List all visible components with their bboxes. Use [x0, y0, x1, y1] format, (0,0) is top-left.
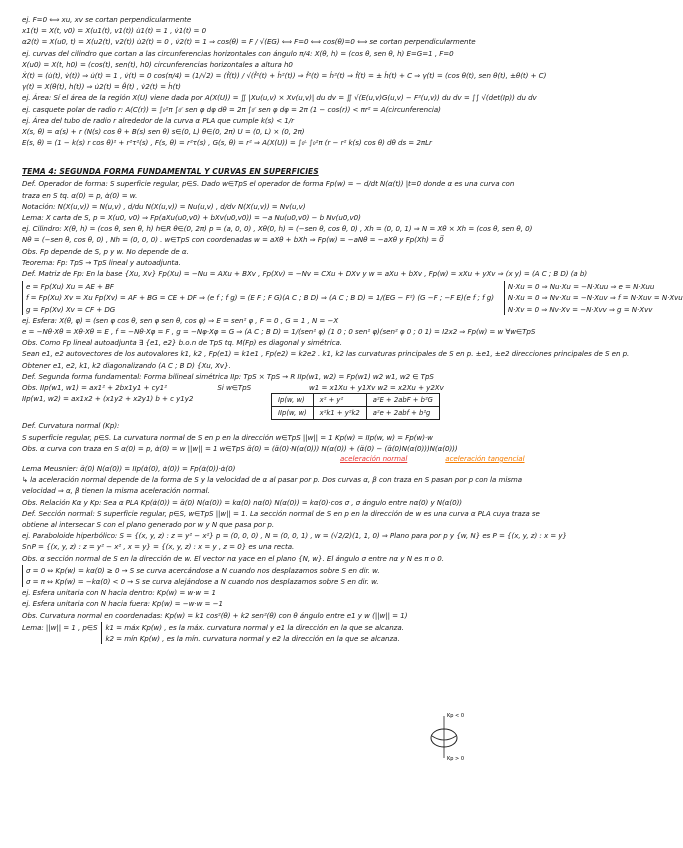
note-line: velocidad ⇒ α, β tienen la misma aceleración normal. [22, 486, 210, 496]
note-line: S superficie regular, p∈S. La curvatura normal de S en p en la dirección w∈TpS ||w|| = 1 Kp(w) = IIp(w, w) = Fp(w)·w [22, 432, 433, 442]
note-line: Nθ = (−sen θ, cos θ, 0) , Nh = (0, 0, 0) . w∈TpS con coordenadas w = aXθ + bXh ⇒ Fp(w) = −aNθ = −aXθ y Fp(Xh) = 0⃗ [22, 235, 444, 245]
note-line: Notación: N(X(u,v)) = N(u,v) , d/du N(X(u,v)) = Nu(u,v) , d/dv N(X(u,v)) = Nv(u,v) [22, 201, 306, 211]
note-line: Def. Segunda forma fundamental: Forma bilineal simétrica IIp: TpS × TpS → R IIp(w1, w2) = Fp(w1) w2 w1, w2 ∈ TpS [22, 371, 434, 381]
end-block [22, 587, 628, 621]
note-line: Def. Matriz de Fp: En la base {Xu, Xv} Fp(Xu) = −Nu = AXu + BXv , Fp(Xv) = −Nv = CXu + DXv y w = aXu + bXv , Fp(w) = xXu + yXv ⇒ (x y) = (A C ; B D) (a b) [22, 269, 588, 279]
note-line: Def. Operador de forma: S superficie regular, p∈S. Dado w∈TpS el operador de forma Fp(w) = − d/dt N(α(t)) |t=0 donde α es una curva con [22, 179, 515, 189]
sign-line: σ = 0 ⇔ Kp(w) = kα(0) ≥ 0 → S se curva acercándose a N cuando nos desplazamos sobre S en dir. w. [26, 565, 380, 575]
note-line: X(s, θ) = α(s) + r (N(s) cos θ + B(s) sen θ) s∈(0, L) θ∈(0, 2π) U = (0, L) × (0, 2π) [22, 127, 305, 137]
note-line: traza en S tq. α(0) = p, α̇(0) = w. [22, 190, 138, 200]
note-line: ej. F=0 ⟺ xu, xv se cortan perpendicularmente [22, 15, 192, 24]
lema-block [22, 622, 628, 644]
sketch-label-top: Kp < 0 [447, 713, 465, 719]
note-line: Obs. Relación Kα y Kp: Sea α PLA Kp(α̇(0)) = α̈(0) N(α(0)) = kα(0) nα(0) N(α(0)) = kα(0)·cos σ , σ ángulo entre nα(0) y N(α(0)) [22, 497, 463, 507]
note-line: γ(t) = X(θ(t), h(t)) ⇒ u̇2(t) = θ̇(t) , v̇2(t) = ḣ(t) [22, 82, 181, 92]
table-row [272, 407, 440, 420]
saddle-sketch [422, 708, 478, 764]
section-title: TEMA 4: SEGUNDA FORMA FUNDAMENTAL Y CURVAS EN SUPERFICIES [22, 167, 319, 177]
note-line: Obs. α sección normal de S en la dirección de w. El vector nα yace en el plano {N, w}. El ángulo σ entre nα y N es π o 0. [22, 553, 444, 563]
note-line: ej. Paraboloide hiperbólico: S = {(x, y, z) : z = y² − x²} p = (0, 0, 0) , N = (0, 0, 1) , w = (√2/2)(1, 1, 0) ⇒ Plano para por p y {w, N} es P = {(x, y, z) : x = y} [22, 531, 568, 541]
note-line: X(u0) = X(t, h0) = (cos(t), sen(t), h0) circunferencias horizontales a altura h0 [22, 59, 293, 69]
table-cell: x² + y² [313, 394, 366, 407]
lema-items [101, 622, 403, 644]
note-line: Sean e1, e2 autovectores de los autovalores k1, k2 , Fp(e1) = k1e1 , Fp(e2) = k2e2 . k1, k2 las curvaturas principales de S en p. ±e1, ±e2 direcciones principales de S en p. [22, 349, 630, 359]
note-line: Def. Sección normal: S superficie regular, p∈S, w∈TpS ||w|| = 1. La sección normal de S en p en la dirección de w es una curva α PLA cuya traza se [22, 508, 540, 518]
table-cell: a²E + 2abF + b²G [366, 394, 439, 407]
note-line: Obs. Como Fp lineal autoadjunta ∃ {e1, e2} b.o.n de TpS tq. M(Fp) es diagonal y simétrica. [22, 338, 342, 348]
ff-obs-1: Obs. IIp(w1, w1) = ax1² + 2bx1y1 + cy1² [22, 383, 167, 393]
matrix-line: f = Fp(Xu) Xv = Xu Fp(Xv) = AF + BG = CE + DF ⇒ (e f ; f g) = (E F ; F G)(A C ; B D) ⇒ (A C ; B D) = 1/(EG − F²) (G −F ; −F E)(e f ; f g) [26, 293, 494, 303]
note-line: x1(t) = X(t, v0) = X(u1(t), v1(t)) u̇1(t) = 1 , v̇1(t) = 0 [22, 26, 207, 36]
note-line: Def. Curvatura normal (Kp): [22, 421, 120, 431]
note-line: ↳ la aceleración normal depende de la forma de S y la velocidad de α al pasar por p. Dos curvas α, β con traza en S pasan por p con la misma [22, 475, 523, 485]
table-row [272, 394, 440, 407]
table-cell: x²k1 + y²k2 [313, 407, 366, 420]
sign-brace [22, 565, 628, 587]
forms-table [271, 393, 440, 420]
matrix-line: e = Fp(Xu) Xu = AE + BF [26, 282, 114, 292]
sketch-label-bottom: Kp > 0 [447, 756, 465, 762]
matrix-line: N·Xv = 0 ⇒ Nv·Xv = −N·Xvv ⇒ g = N·Xvv [507, 304, 653, 314]
top-block [22, 14, 628, 148]
note-line: Obs. α curva con traza en S α(0) = p, α̇(0) = w ||w|| = 1 w∈TpS α̈(0) = (α̈(0)·N(α(0))) N(α(0)) + (α̈(0) − (α̈(0)N(α(0)))N(α(0))) [22, 443, 458, 453]
note-line: E(s, θ) = (1 − k(s) r cos θ)² + r²τ²(s) , F(s, θ) = r²τ(s) , G(s, θ) = r² ⇒ A(X(U)) = ∫₀ᴸ ∫₀²π (r − r² k(s) cos θ) dθ ds = 2πLr [22, 138, 432, 148]
ff-row-head: w1 = x1Xu + y1Xv w2 = x2Xu + y2Xv [309, 383, 444, 393]
note-line: ej. casquete polar de radio r: A(C(r)) = ∫₀²π ∫₀ʳ sen φ dφ dθ = 2π ∫₀ʳ sen φ dφ = 2π (1 − cos(r)) < πr² = A(circunferencia) [22, 104, 441, 114]
note-line: ej. Cilindro: X(θ, h) = (cos θ, sen θ, h) h∈R θ∈(0, 2π) p = (a, 0, 0) , Xθ(0, h) = (−sen θ, cos θ, 0) , Xh = (0, 0, 1) ⇒ N = Xθ × Xh = (cos θ, sen θ, 0) [22, 224, 533, 234]
table-cell: IIp(w, w) [272, 407, 314, 420]
ff-obs-2: IIp(w1, w2) = ax1x2 + (x1y2 + x2y1) b + c y1y2 [22, 394, 194, 404]
brace-left [22, 281, 494, 315]
note-line: ej. Área del tubo de radio r alrededor de la curva α PLA que cumple k(s) < 1/r [22, 115, 294, 125]
note-line: S∩P = {(x, y, z) : z = y² − x² , x = y} = {(x, y, z) : x = y , z = 0} es una recta. [22, 542, 295, 552]
matrix-line: g = Fp(Xv) Xv = CF + DG [26, 304, 116, 314]
note-line: Ẋ(t) = (u̇(t), v̇(t)) ⇒ u̇(t) = 1 , v̇(t) = 0 cos(π/4) = (1/√2) = (ḟ(t)) / √(ḟ²(t) + ḣ²(t)) ⇒ ḟ²(t) = ḣ²(t) ⇒ ḟ(t) = ± ḣ(t) + C ⇒ γ(t) = (cos θ(t), sen θ(t), ±θ(t) + C) [22, 71, 547, 81]
lema-line: k1 = máx Kp(w) , es la máx. curvatura normal y e1 la dirección en la que se alcanza. [105, 622, 404, 632]
brace-right [504, 281, 683, 315]
sign-line: σ = π ⇔ Kp(w) = −kα(0) < 0 → S se curva alejándose a N cuando nos desplazamos sobre S en dir. w. [26, 576, 379, 586]
matrix-line: N·Xu = 0 ⇒ Nv·Xu = −N·Xuv ⇒ f = N·Xuv = N·Xvu [507, 293, 683, 303]
note-line: Lema Meusnier: α̈(0) N(α(0)) = IIp(α̇(0), α̇(0)) = Fp(α̇(0))·α̇(0) [22, 463, 236, 473]
table-cell: a²e + 2abf + b²g [366, 407, 439, 420]
note-line: Teorema: Fp: TpS → TpS lineal y autoadjunta. [22, 257, 181, 267]
main-block [22, 178, 628, 279]
matrix-line: N·Xu = 0 ⇒ Nu·Xu = −N·Xuu ⇒ e = N·Xuu [507, 282, 655, 292]
note-line: α2(t) = X(u0, t) = X(u2(t), v2(t)) u̇2(t) = 0 , v̇2(t) = 1 ⇒ cos(θ) = F / √(EG) ⟺ F=0 ⟺ cos(θ)=0 ⟺ se cortan perpendicularmente [22, 37, 476, 47]
acceleration-annotations [22, 454, 628, 463]
mid-block [22, 315, 628, 382]
note-line: e = −Nθ·Xθ = Xθ·Xθ = E , f = −Nθ·Xφ = F , g = −Nφ·Xφ = G ⇒ (A C ; B D) = 1/(sen² φ) (1 0 ; 0 sen² φ)(sen² φ 0 ; 0 1) = I2x2 ⇒ Fp(w) = w ∀w∈TpS [22, 327, 536, 337]
note-line: Lema: X carta de S, p = X(u0, v0) ⇒ Fp(aXu(u0,v0) + bXv(u0,v0)) = −a Nu(u0,v0) − b Nv(u0,v0) [22, 213, 361, 223]
table-cell: Ip(w, w) [272, 394, 314, 407]
note-line: Obs. Curvatura normal en coordenadas: Kp(w) = k1 cos²(θ) + k2 sen²(θ) con θ ángulo entre e1 y w (||w|| = 1) [22, 610, 408, 620]
low-block [22, 420, 628, 563]
note-line: obtiene al intersecar S con el plano generado por w y N que pasa por p. [22, 519, 275, 529]
note-line: ej. Esfera: X(θ, φ) = (sen φ cos θ, sen φ sen θ, cos φ) ⇒ E = sen² φ , F = 0 , G = 1 , N = −X [22, 315, 339, 325]
tangential-acceleration-label: aceleración tangencial [445, 453, 525, 463]
note-line: ej. Esfera unitaria con N hacia fuera: Kp(w) = −w·w = −1 [22, 599, 223, 609]
note-line: ej. curvas del cilindro que cortan a las circunferencias horizontales con ángulo π/4: X(θ, h) = (cos θ, sen θ, h) E=G=1 , F=0 [22, 48, 454, 58]
ff-si: Si w∈TpS [217, 383, 252, 393]
note-line: ej. Área: Sí el área de la región X(U) viene dada por A(X(U)) = ∬ |Xu(u,v) × Xv(u,v)| du dv = ∬ √(E(u,v)G(u,v) − F²(u,v)) du dv = ∫∫ √(det(Ip)) du dv [22, 93, 537, 103]
note-line: Obtener e1, e2, k1, k2 diagonalizando (A C ; B D) {Xu, Xv}. [22, 360, 231, 370]
note-line: ej. Esfera unitaria con N hacia dentro: Kp(w) = w·w = 1 [22, 588, 216, 598]
lema-head: Lema: ||w|| = 1 , p∈S [22, 622, 98, 632]
normal-acceleration-label: aceleración normal [340, 453, 408, 463]
note-line: Obs. Fp depende de S, p y w. No depende de α. [22, 246, 189, 256]
second-form-block [22, 382, 628, 420]
lema-line: k2 = mín Kp(w) , es la mín. curvatura normal y e2 la dirección en la que se alcanza. [105, 633, 400, 643]
matrix-brace-block [22, 281, 683, 315]
